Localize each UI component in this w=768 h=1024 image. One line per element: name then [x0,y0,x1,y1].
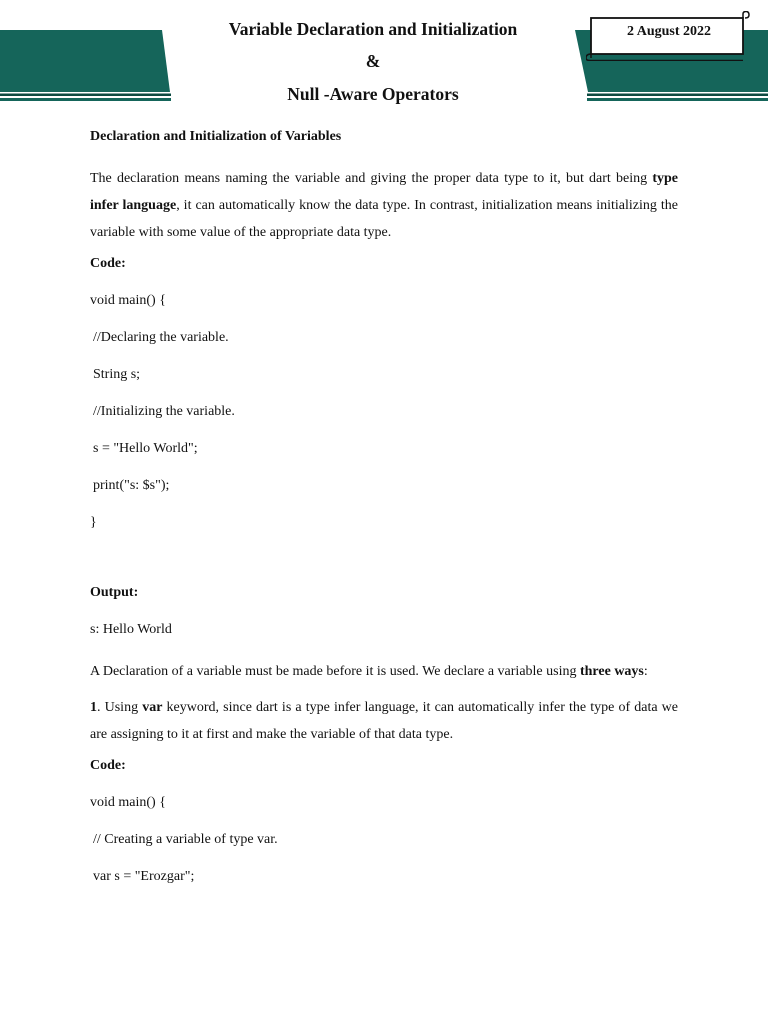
section-heading: Declaration and Initialization of Variables [90,129,342,144]
keyword-var: var [142,700,163,715]
paragraph-var-keyword [90,694,678,748]
code-line: void main() { [90,293,166,308]
code-line: //Initializing the variable. [93,404,235,419]
code-line: void main() { [90,795,166,810]
output-label: Output: [90,585,139,600]
band-right-stripe-1 [587,94,768,97]
text: keyword, since dart is a type infer language, it can automatically infer the type of data we are assigning to it at first and make the variable of that data type. [90,700,678,742]
band-left-shape [0,30,170,92]
band-left-stripe-1 [0,94,171,97]
code-label: Code: [90,256,126,271]
bold-text: type infer language [90,171,678,213]
band-left-stripe-2 [0,98,171,101]
output-text: s: Hello World [90,622,172,637]
list-number: 1 [90,700,97,715]
title-line-2: & [365,51,381,71]
paragraph-three-ways [90,658,678,685]
bold-text: three ways [579,664,644,679]
code-line: // Creating a variable of type var. [93,832,278,847]
spacer [90,551,678,584]
document-date: 2 August 2022 [626,24,712,39]
code-line: String s; [93,367,141,382]
code-line: var s = "Erozgar"; [93,869,195,884]
code-line: s = "Hello World"; [93,441,198,456]
title-line-3: Null -Aware Operators [287,84,459,104]
code-line: print("s: $s"); [93,478,170,493]
document-body [90,128,678,905]
text: . Using [97,700,143,715]
code-line: //Declaring the variable. [93,330,229,345]
text: , it can automatically know the data type. In contrast, initialization means initializing the variable with some value of the appropriate data type. [90,198,678,240]
band-right-stripe-2 [587,98,768,101]
code-label: Code: [90,758,126,773]
text: The declaration means naming the variable and giving the proper data type to it, but dart being [90,171,653,186]
text: : [643,664,648,679]
header-band-left [0,0,175,104]
title-line-1: Variable Declaration and Initialization [228,19,518,39]
code-line: } [90,515,97,530]
paragraph-declaration [90,165,678,246]
text: A Declaration of a variable must be made before it is used. We declare a variable using [90,664,580,679]
